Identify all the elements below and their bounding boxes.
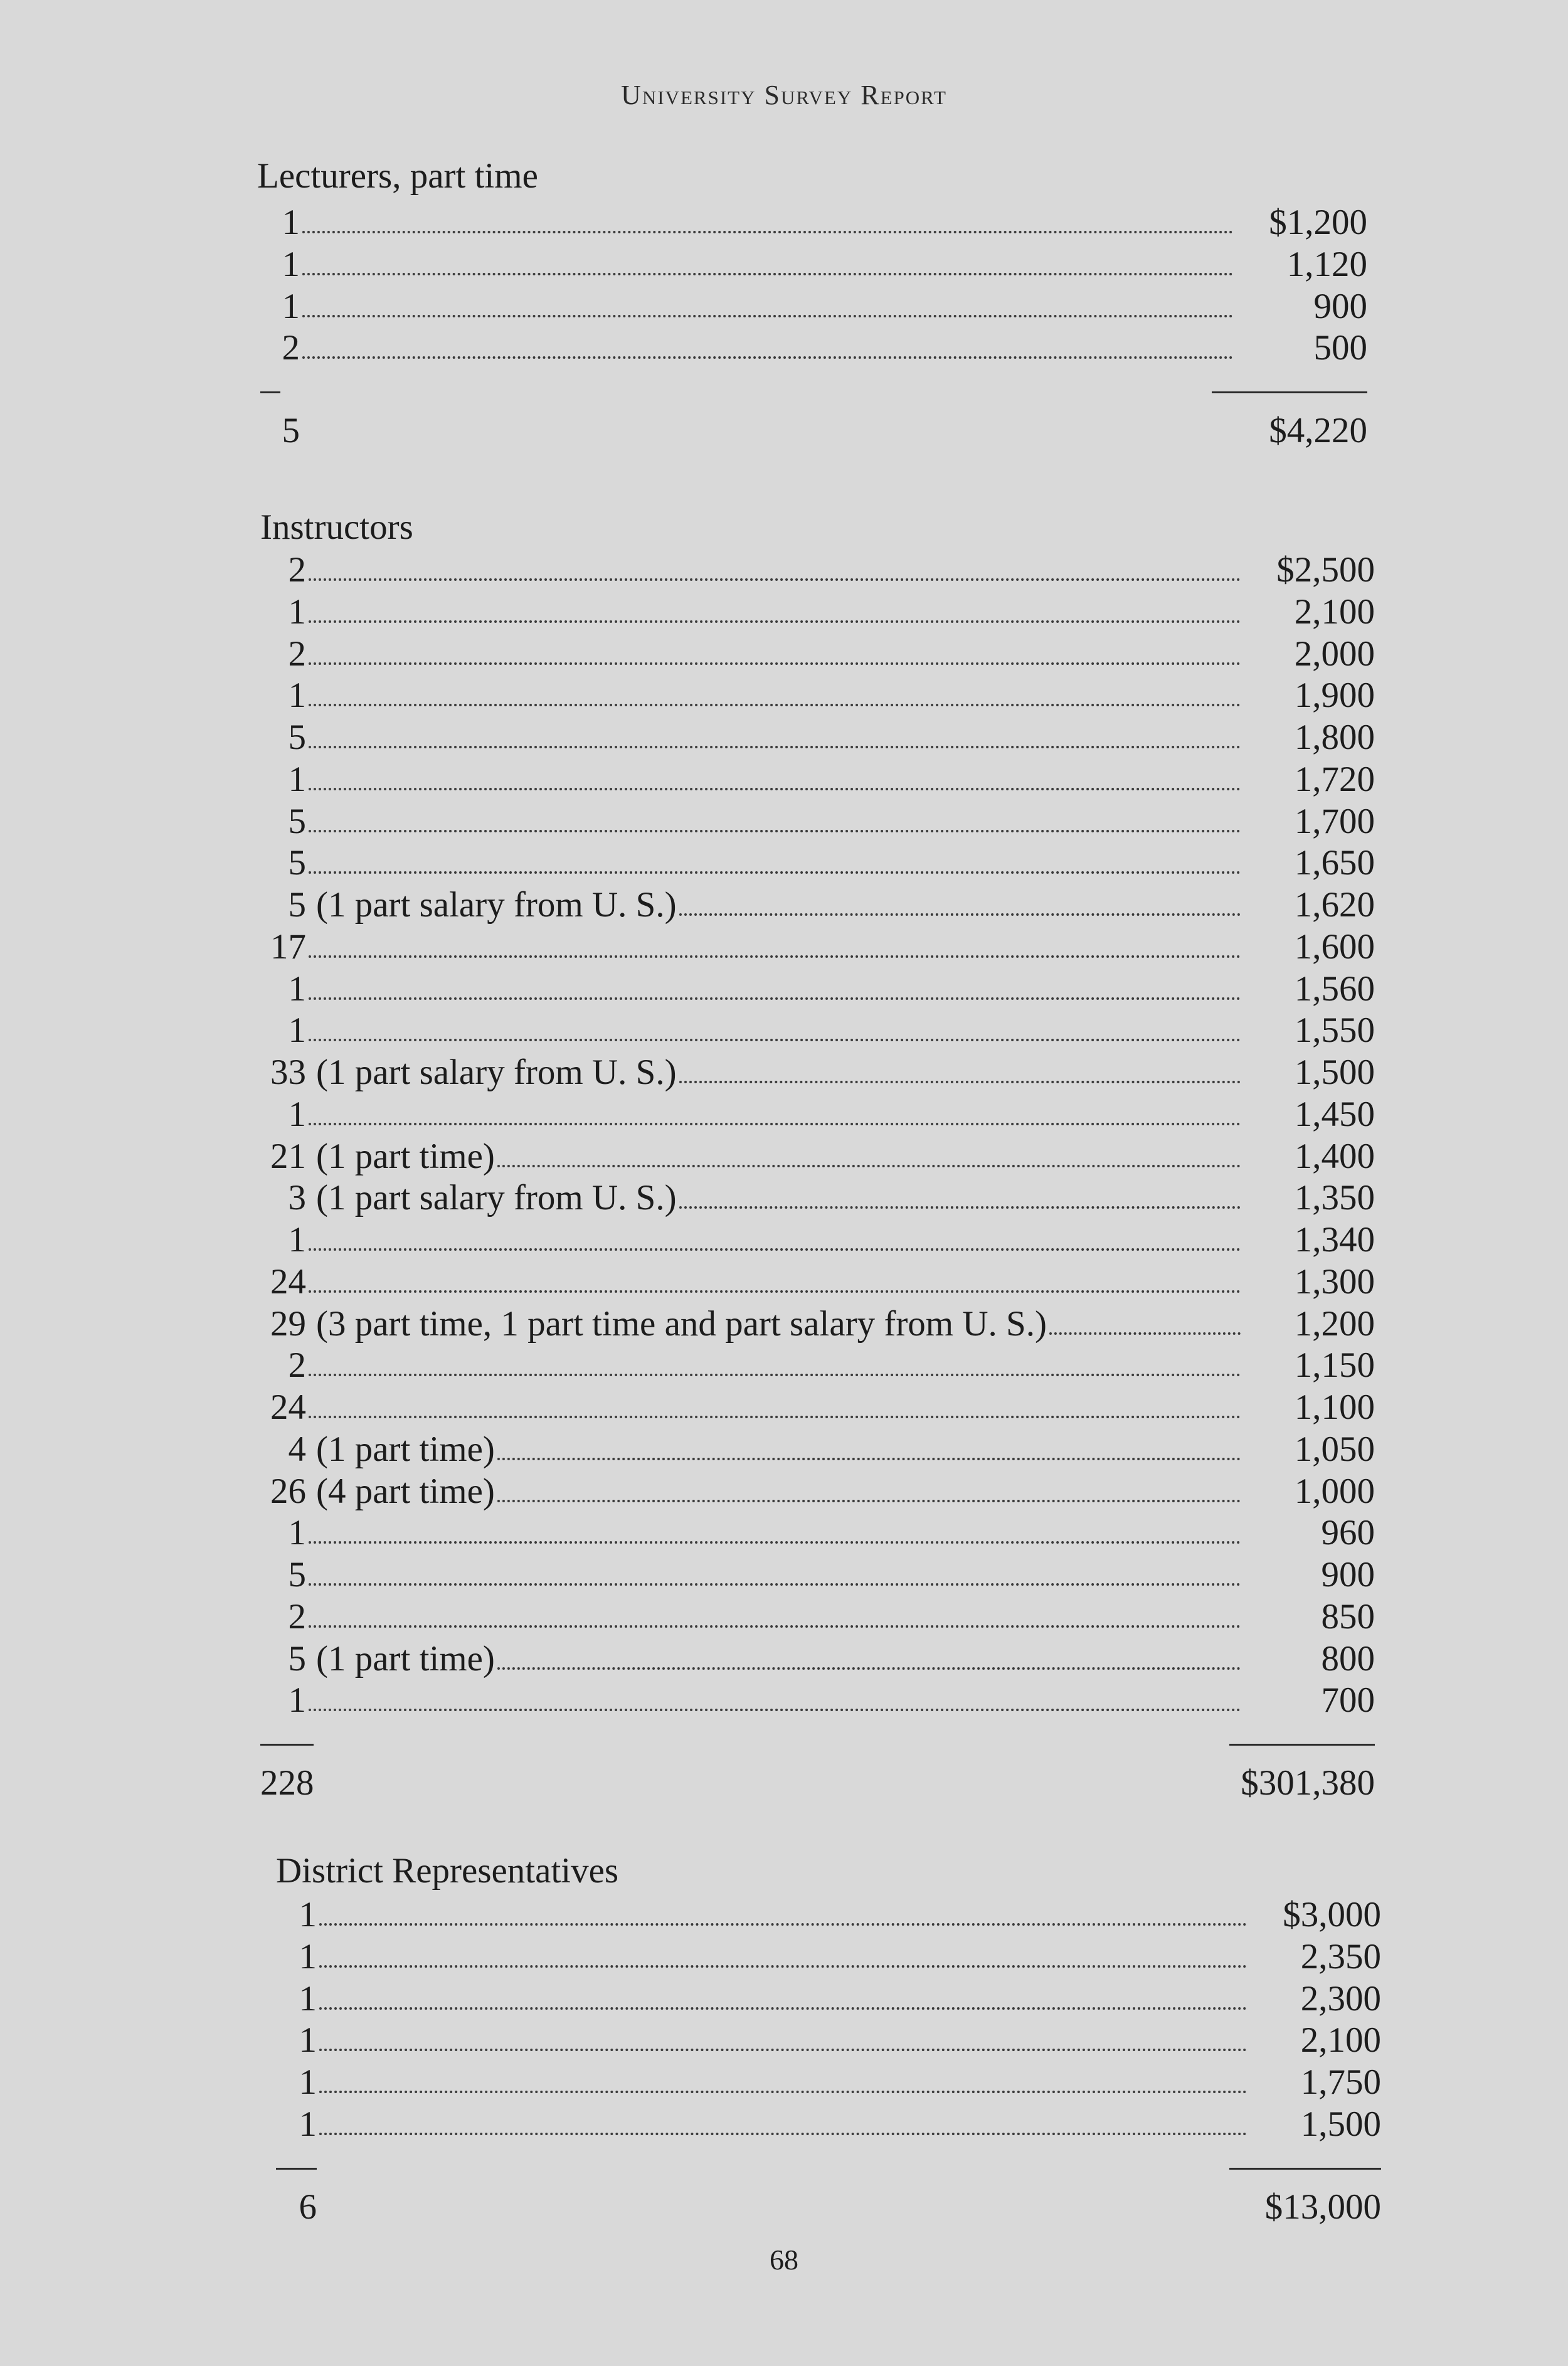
row-count: 1	[288, 1513, 306, 1553]
dot-leader	[309, 1123, 1241, 1125]
dot-leader	[309, 578, 1241, 581]
row-count: 21	[270, 1136, 306, 1176]
dot-leader	[497, 1165, 1241, 1167]
dot-leader	[309, 1290, 1241, 1293]
dot-leader	[302, 315, 1233, 317]
row-count: 2	[288, 1596, 306, 1637]
row-amount: 1,450	[1294, 1094, 1375, 1134]
count-rule	[276, 2168, 317, 2170]
table-row	[260, 549, 1375, 591]
row-count: 3	[288, 1178, 306, 1218]
dot-leader	[309, 871, 1241, 874]
table-row	[276, 1978, 1381, 2020]
dot-leader	[309, 1039, 1241, 1041]
count-rule	[260, 1744, 314, 1746]
section-title-instructors: Instructors	[260, 507, 413, 547]
dot-leader	[309, 620, 1241, 623]
dot-leader	[309, 1416, 1241, 1418]
row-count: 2	[288, 634, 306, 674]
row-amount: 2,100	[1300, 2020, 1381, 2061]
row-count: 5	[288, 801, 306, 841]
row-amount: 2,350	[1300, 1936, 1381, 1976]
row-amount: 1,340	[1294, 1220, 1375, 1260]
total-count: 5	[282, 411, 300, 451]
dot-leader	[309, 955, 1241, 958]
row-count: 1	[288, 1011, 306, 1051]
table-row	[260, 1219, 1375, 1261]
row-amount: 1,560	[1294, 968, 1375, 1009]
row-note: (1 part time)	[316, 1136, 495, 1176]
row-count: 24	[270, 1261, 306, 1302]
row-amount: 1,500	[1300, 2104, 1381, 2144]
dot-leader	[309, 1583, 1241, 1586]
dot-leader	[679, 1081, 1241, 1083]
row-count: 1	[299, 1978, 317, 2019]
row-note: (4 part time)	[316, 1471, 495, 1511]
row-amount: 1,700	[1294, 801, 1375, 841]
row-amount: 1,200	[1294, 1303, 1375, 1344]
dot-leader	[302, 231, 1233, 233]
table-row	[260, 968, 1375, 1010]
table-row	[260, 1638, 1375, 1680]
row-note: (1 part salary from U. S.)	[316, 885, 677, 925]
row-amount: 1,600	[1294, 926, 1375, 967]
table-row	[260, 1010, 1375, 1051]
dot-leader	[302, 356, 1233, 359]
table-row	[257, 244, 1367, 285]
row-amount: 700	[1321, 1680, 1375, 1721]
row-count: 33	[270, 1053, 306, 1092]
row-count: 1	[299, 2062, 317, 2103]
row-note: (1 part time)	[316, 1429, 495, 1469]
total-row	[0, 2187, 1568, 2228]
table-row	[260, 1052, 1375, 1093]
dot-leader	[319, 1965, 1247, 1968]
row-count: 24	[270, 1387, 306, 1427]
dot-leader	[309, 704, 1241, 706]
table-row	[257, 202, 1367, 243]
dot-leader	[497, 1500, 1241, 1502]
row-amount: 2,300	[1300, 1978, 1381, 2019]
dot-leader	[497, 1458, 1241, 1460]
row-count: 5	[288, 1555, 306, 1594]
row-count: 29	[270, 1303, 306, 1344]
dot-leader	[309, 788, 1241, 790]
table-row	[260, 717, 1375, 758]
row-amount: 800	[1321, 1638, 1375, 1679]
dot-leader	[309, 1248, 1241, 1251]
row-amount: $3,000	[1283, 1895, 1381, 1934]
row-amount: 900	[1321, 1555, 1375, 1594]
row-amount: $1,200	[1269, 203, 1367, 242]
row-amount: 500	[1313, 328, 1367, 368]
row-count: 1	[288, 592, 306, 632]
dot-leader	[309, 1541, 1241, 1544]
table-row	[260, 1596, 1375, 1638]
row-amount: $2,500	[1276, 550, 1375, 590]
row-amount: 850	[1321, 1596, 1375, 1637]
row-amount: 1,050	[1294, 1429, 1375, 1469]
dot-leader	[302, 273, 1233, 275]
table-row	[260, 1261, 1375, 1303]
row-count: 4	[288, 1429, 306, 1469]
row-count: 1	[288, 1220, 306, 1260]
table-row	[260, 1429, 1375, 1470]
row-amount: 1,800	[1294, 718, 1375, 757]
dot-leader	[309, 997, 1241, 1000]
dot-leader	[319, 2091, 1247, 2093]
row-count: 1	[299, 1936, 317, 1976]
row-count: 1	[288, 759, 306, 799]
row-count: 1	[282, 286, 300, 326]
table-row	[276, 2020, 1381, 2061]
row-amount: 2,100	[1294, 592, 1375, 632]
table-row	[260, 926, 1375, 968]
table-row	[260, 1387, 1375, 1428]
table-row	[276, 1894, 1381, 1936]
row-count: 1	[299, 2104, 317, 2144]
table-row	[260, 1471, 1375, 1512]
amount-rule	[1212, 391, 1367, 393]
row-count: 1	[282, 244, 300, 284]
total-row	[0, 410, 1568, 452]
row-count: 2	[288, 550, 306, 590]
row-amount: 1,720	[1294, 759, 1375, 799]
row-note: (1 part time)	[316, 1638, 495, 1679]
table-row	[276, 2062, 1381, 2103]
row-count: 5	[288, 885, 306, 925]
row-amount: 1,000	[1294, 1471, 1375, 1511]
row-amount: 1,350	[1294, 1178, 1375, 1218]
row-count: 5	[288, 843, 306, 883]
row-amount: 1,120	[1286, 244, 1367, 284]
dot-leader	[309, 746, 1241, 748]
section-title-district: District Representatives	[276, 1851, 619, 1891]
table-row	[260, 592, 1375, 633]
row-count: 1	[288, 676, 306, 716]
page-number: 68	[770, 2244, 798, 2276]
table-row	[276, 2104, 1381, 2145]
total-count: 228	[260, 1763, 314, 1803]
total-amount: $4,220	[1269, 411, 1367, 451]
row-amount: 1,100	[1294, 1387, 1375, 1427]
row-amount: 1,150	[1294, 1345, 1375, 1386]
section-title-lecturers: Lecturers, part time	[257, 156, 538, 196]
table-row	[260, 1345, 1375, 1386]
dot-leader	[1049, 1332, 1241, 1335]
row-amount: 1,900	[1294, 676, 1375, 716]
row-amount: 1,650	[1294, 843, 1375, 883]
table-row	[260, 1512, 1375, 1554]
row-count: 26	[270, 1471, 306, 1511]
dot-leader	[679, 913, 1241, 916]
row-count: 2	[282, 328, 300, 368]
row-count: 1	[299, 1895, 317, 1934]
dot-leader	[319, 1923, 1247, 1926]
count-rule	[260, 391, 280, 393]
row-count: 5	[288, 1638, 306, 1679]
table-row	[260, 759, 1375, 800]
dot-leader	[319, 2133, 1247, 2135]
row-count: 2	[288, 1345, 306, 1386]
row-count: 17	[270, 926, 306, 967]
table-row	[260, 1177, 1375, 1219]
row-count: 1	[288, 968, 306, 1009]
table-row	[257, 286, 1367, 327]
dot-leader	[319, 2007, 1247, 2010]
dot-leader	[679, 1206, 1241, 1209]
row-amount: 1,300	[1294, 1261, 1375, 1302]
table-row	[257, 327, 1367, 369]
table-row	[260, 1094, 1375, 1135]
row-amount: 900	[1313, 286, 1367, 326]
total-row	[0, 1763, 1568, 1804]
row-amount: 1,400	[1294, 1136, 1375, 1176]
row-note: (1 part salary from U. S.)	[316, 1178, 677, 1218]
row-amount: 1,550	[1294, 1011, 1375, 1051]
running-head: University Survey Report	[621, 80, 947, 110]
row-note: (1 part salary from U. S.)	[316, 1053, 677, 1092]
dot-leader	[319, 2049, 1247, 2051]
table-row	[260, 884, 1375, 926]
table-row	[260, 801, 1375, 842]
row-amount: 1,620	[1294, 885, 1375, 925]
amount-rule	[1229, 1744, 1375, 1746]
table-row	[276, 1936, 1381, 1978]
row-amount: 1,500	[1294, 1053, 1375, 1092]
row-amount: 1,750	[1300, 2062, 1381, 2103]
total-amount: $301,380	[1241, 1763, 1375, 1803]
row-note: (3 part time, 1 part time and part salary from U. S.)	[316, 1303, 1047, 1344]
row-amount: 2,000	[1294, 634, 1375, 674]
amount-rule	[1229, 2168, 1381, 2170]
dot-leader	[309, 830, 1241, 832]
table-row	[260, 1303, 1375, 1345]
row-count: 5	[288, 718, 306, 757]
table-row	[260, 1680, 1375, 1721]
row-count: 1	[288, 1680, 306, 1721]
dot-leader	[309, 1625, 1241, 1628]
table-row	[260, 1136, 1375, 1177]
table-row	[260, 842, 1375, 884]
total-count: 6	[299, 2187, 317, 2227]
row-count: 1	[288, 1094, 306, 1134]
row-amount: 960	[1321, 1513, 1375, 1553]
row-count: 1	[282, 203, 300, 242]
dot-leader	[309, 1709, 1241, 1711]
table-row	[260, 675, 1375, 716]
table-row	[260, 1554, 1375, 1596]
dot-leader	[309, 662, 1241, 665]
table-row	[260, 634, 1375, 675]
dot-leader	[497, 1667, 1241, 1670]
total-amount: $13,000	[1264, 2187, 1381, 2227]
dot-leader	[309, 1374, 1241, 1376]
row-count: 1	[299, 2020, 317, 2061]
